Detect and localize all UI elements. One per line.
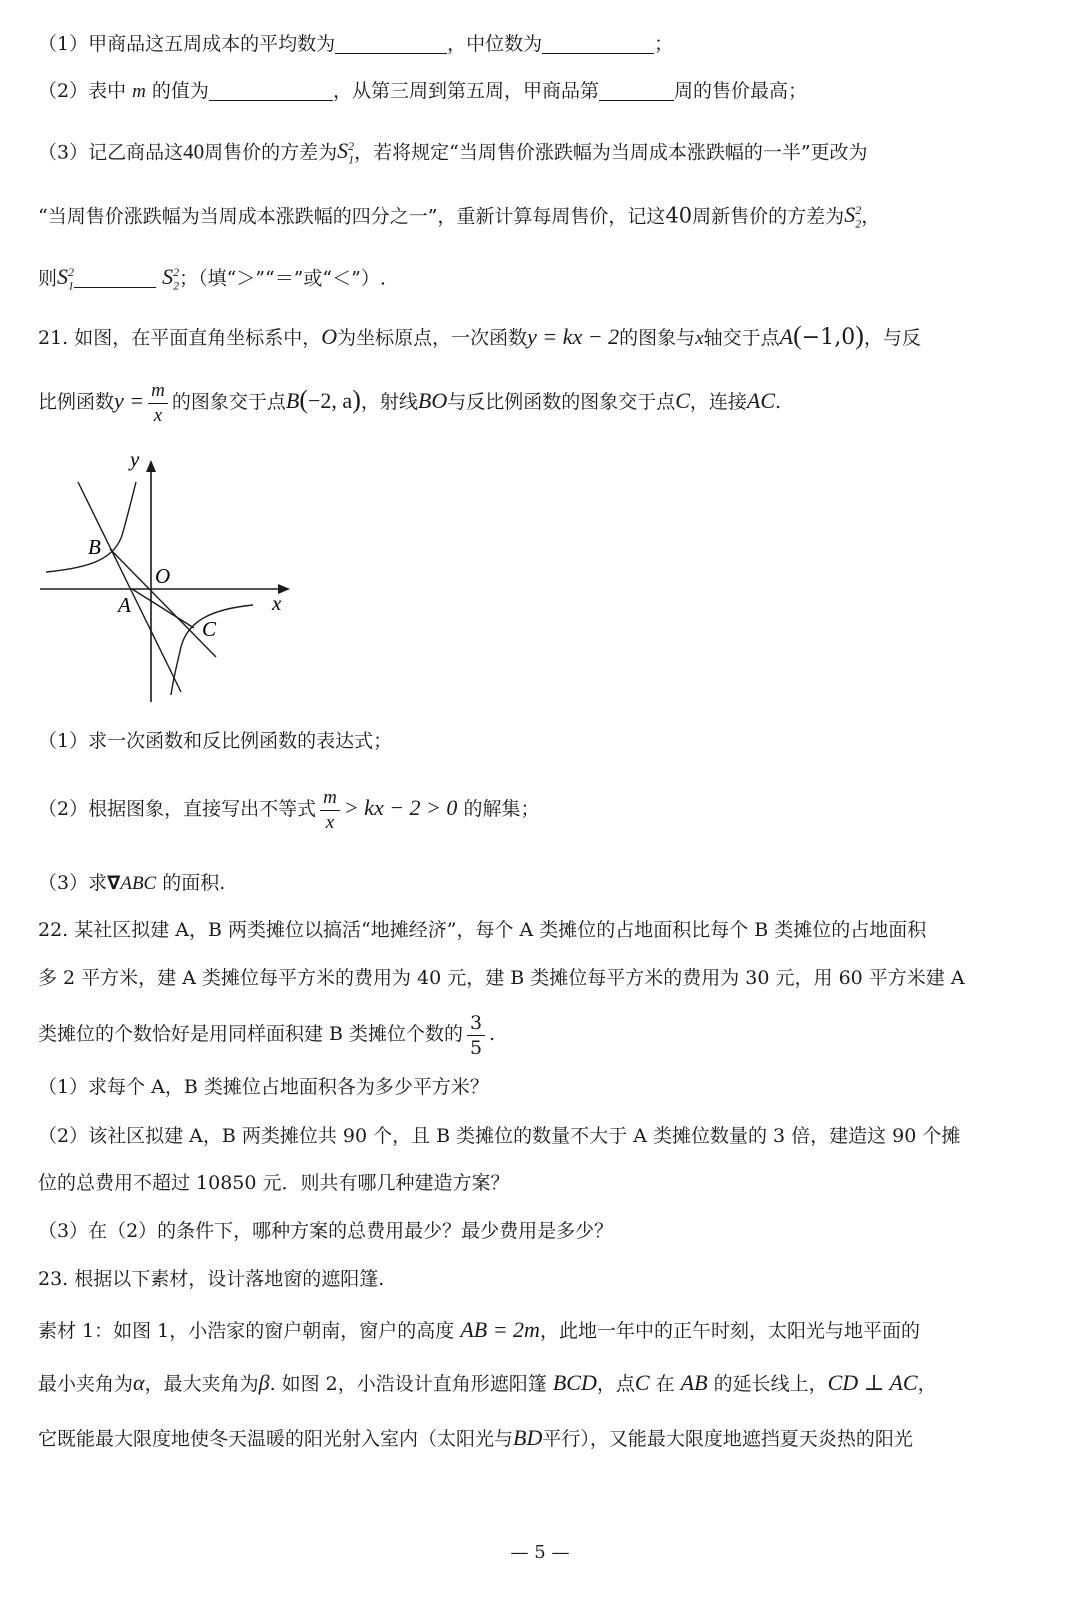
q23-material1-line1: 素材 1：如图 1，小浩家的窗户朝南，窗户的高度 AB = 2m，此地一年中的正午时刻，太阳光与地平面的: [38, 1317, 920, 1342]
fraction-m-over-x: $\frac{m}{x}$: [320, 786, 340, 835]
label-C: C: [202, 617, 217, 641]
page-number: — 5 —: [510, 1542, 570, 1563]
q20-part3-line1: （3）记乙商品这40周售价的方差为$S_1^2$，若将规定“当周售价涨跌幅为当周成本涨跌幅的一半”更改为: [38, 138, 868, 167]
coordinate-graph: [38, 452, 308, 707]
fraction-m-over-x: $\frac{m}{x}$: [148, 379, 168, 428]
answer-blank: [335, 33, 447, 54]
fraction-three-fifths: $\frac{3}{5}$: [467, 1011, 485, 1060]
q20-part1: （1）甲商品这五周成本的平均数为 ，中位数为 ；: [38, 33, 674, 55]
q21-stem-line2: 比例函数y = $\frac{m}{x}$ 的图象交于点B(−2, a)，射线BO与反比例函数的图象交于点C，连接AC.: [38, 379, 782, 426]
answer-blank: [209, 80, 333, 101]
segment-AC: [132, 589, 194, 628]
label-B: B: [88, 535, 101, 559]
q22-sub1: （1）求每个 A，B 类摊位占地面积各为多少平方米？: [38, 1076, 489, 1098]
q21-sub1: （1）求一次函数和反比例函数的表达式；: [38, 730, 393, 752]
q22-sub3: （3）在（2）的条件下，哪种方案的总费用最少？最少费用是多少？: [38, 1220, 614, 1242]
q22-stem-line1: 22. 某社区拟建 A，B 两类摊位以搞活“地摊经济”，每个 A 类摊位的占地面积比每个 B 类摊位的占地面积: [38, 919, 927, 941]
q20-part3-line3: 则$S_1^2$ $S_2^2$；（填“＞”“＝”或“＜”）.: [38, 264, 386, 293]
q23-material1-line2: 最小夹角为α，最大夹角为β. 如图 2，小浩设计直角形遮阳篷 BCD，点C 在 AB 的延长线上，CD ⊥ AC，: [38, 1370, 937, 1395]
label-A: A: [118, 593, 131, 617]
q22-stem-line3: 类摊位的个数恰好是用同样面积建 B 类摊位个数的 $\frac{3}{5}$ .: [38, 1011, 496, 1059]
q20-part2: （2）表中 m 的值为 ，从第三周到第五周，甲商品第 周的售价最高；: [38, 80, 807, 102]
q22-sub2-line2: 位的总费用不超过 10850 元．则共有哪几种建造方案？: [38, 1172, 510, 1194]
y-axis-arrow: [146, 460, 156, 472]
q22-stem-line2: 多 2 平方米，建 A 类摊位每平方米的费用为 40 元，建 B 类摊位每平方米的费用为 30 元，用 60 平方米建 A: [38, 967, 965, 989]
answer-blank: [542, 33, 654, 54]
label-O: O: [155, 564, 171, 588]
label-y: y: [130, 452, 140, 471]
q20-part3-line2: “当周售价涨跌幅为当周成本涨跌幅的四分之一”，重新计算每周售价，记这40周新售价的方差为$S_2^2$，: [38, 202, 881, 231]
q21-sub2: （2）根据图象，直接写出不等式 $\frac{m}{x}$ > kx − 2 > 0 的解集；: [38, 786, 540, 833]
answer-blank: [599, 80, 674, 101]
q23-material1-line3: 它既能最大限度地使冬天温暖的阳光射入室内（太阳光与BD平行），又能最大限度地遮挡夏天炎热的阳光: [38, 1425, 913, 1450]
answer-blank: [74, 267, 156, 288]
q21-sub3: （3）求∇ABC 的面积.: [38, 872, 226, 894]
q21-stem-line1: 21. 如图，在平面直角坐标系中，O为坐标原点，一次函数y = kx − 2的图象与x轴交于点A(−1,0)，与反: [38, 321, 921, 350]
q23-stem: 23. 根据以下素材，设计落地窗的遮阳篷.: [38, 1268, 385, 1290]
q22-sub2-line1: （2）该社区拟建 A，B 两类摊位共 90 个，且 B 类摊位的数量不大于 A 类摊位数量的 3 倍，建造这 90 个摊: [38, 1125, 961, 1147]
label-x: x: [272, 591, 282, 615]
